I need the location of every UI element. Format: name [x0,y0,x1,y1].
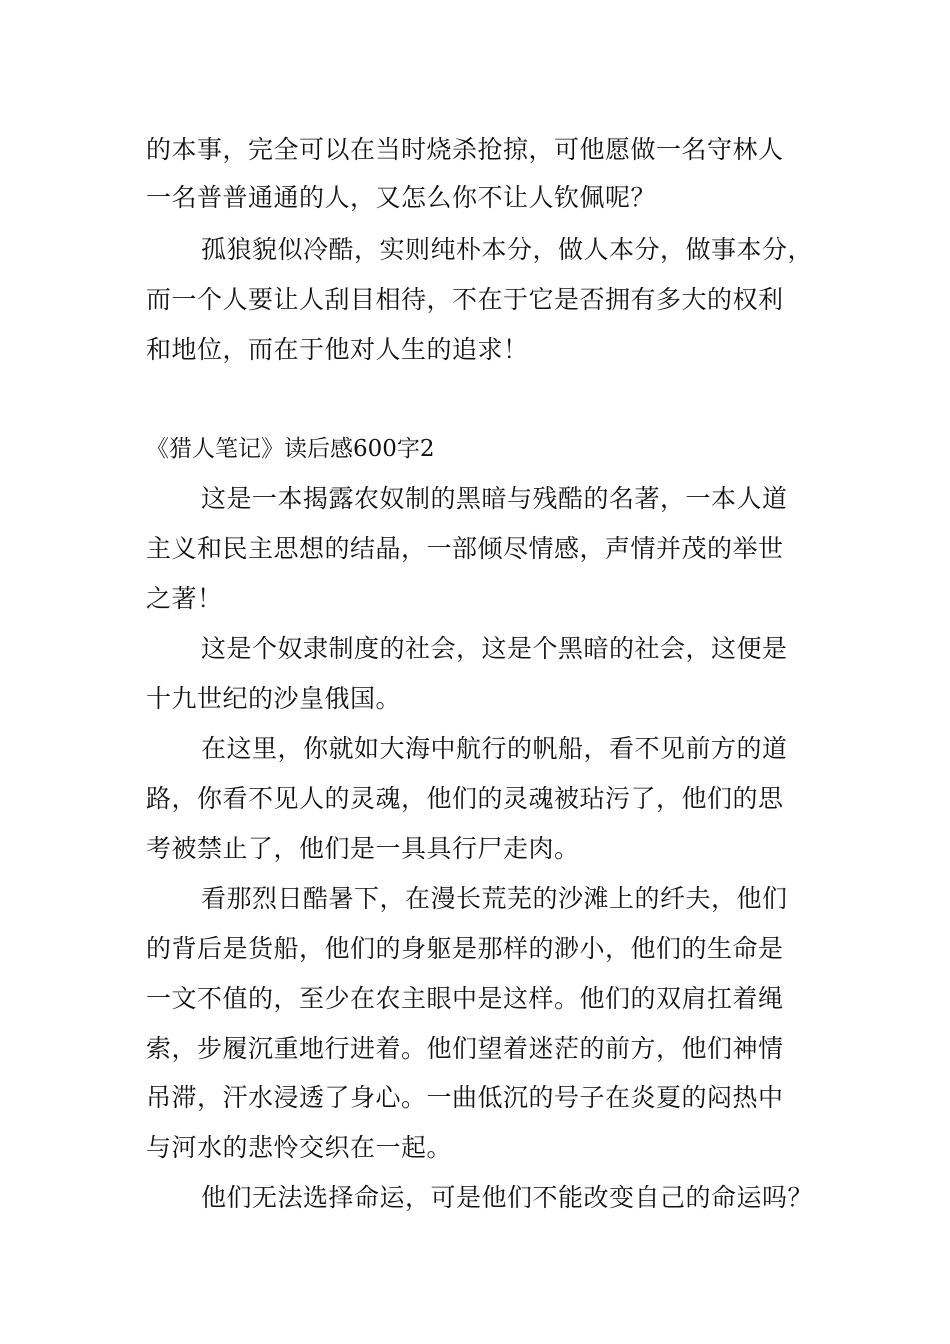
text-line: 索，步履沉重地行进着。他们望着迷茫的前方，他们神情 [146,1034,784,1063]
section-heading: 《猎人笔记》读后感600字2 [146,436,435,462]
text-line: 与河水的悲怜交织在一起。 [146,1133,453,1162]
paragraph-start-line: 在这里，你就如大海中航行的帆船，看不见前方的道 [201,734,788,763]
paragraph-start-line: 看那烈日酷暑下，在漫长荒芜的沙滩上的纤夫，他们 [201,884,788,913]
paragraph-start-line: 这是个奴隶制度的社会，这是个黑暗的社会，这便是 [201,634,788,663]
text-line: 的本事，完全可以在当时烧杀抢掠，可他愿做一名守林人 [146,135,784,164]
text-line: 的背后是货船，他们的身躯是那样的渺小，他们的生命是 [146,934,784,963]
paragraph-start-line: 孤狼貌似冷酷，实则纯朴本分，做人本分，做事本分， [201,235,814,264]
text-line: 和地位，而在于他对人生的追求！ [146,335,529,364]
text-line: 主义和民主思想的结晶，一部倾尽情感，声情并茂的举世 [146,534,784,563]
text-line: 路，你看不见人的灵魂，他们的灵魂被玷污了，他们的思 [146,784,784,813]
text-line: 一名普普通通的人，又怎么你不让人钦佩呢？ [146,183,657,212]
text-line: 一文不值的，至少在农主眼中是这样。他们的双肩扛着绳 [146,984,784,1013]
text-line: 而一个人要让人刮目相待，不在于它是否拥有多大的权利 [146,285,784,314]
text-line: 十九世纪的沙皇俄国。 [146,684,402,713]
text-line: 之著！ [146,584,223,613]
paragraph-start-line: 他们无法选择命运，可是他们不能改变自己的命运吗？ [201,1183,814,1212]
text-line: 吊滞，汗水浸透了身心。一曲低沉的号子在炎夏的闷热中 [146,1083,784,1112]
paragraph-start-line: 这是一本揭露农奴制的黑暗与残酷的名著，一本人道 [201,484,788,513]
text-line: 考被禁止了，他们是一具具行尸走肉。 [146,834,580,863]
